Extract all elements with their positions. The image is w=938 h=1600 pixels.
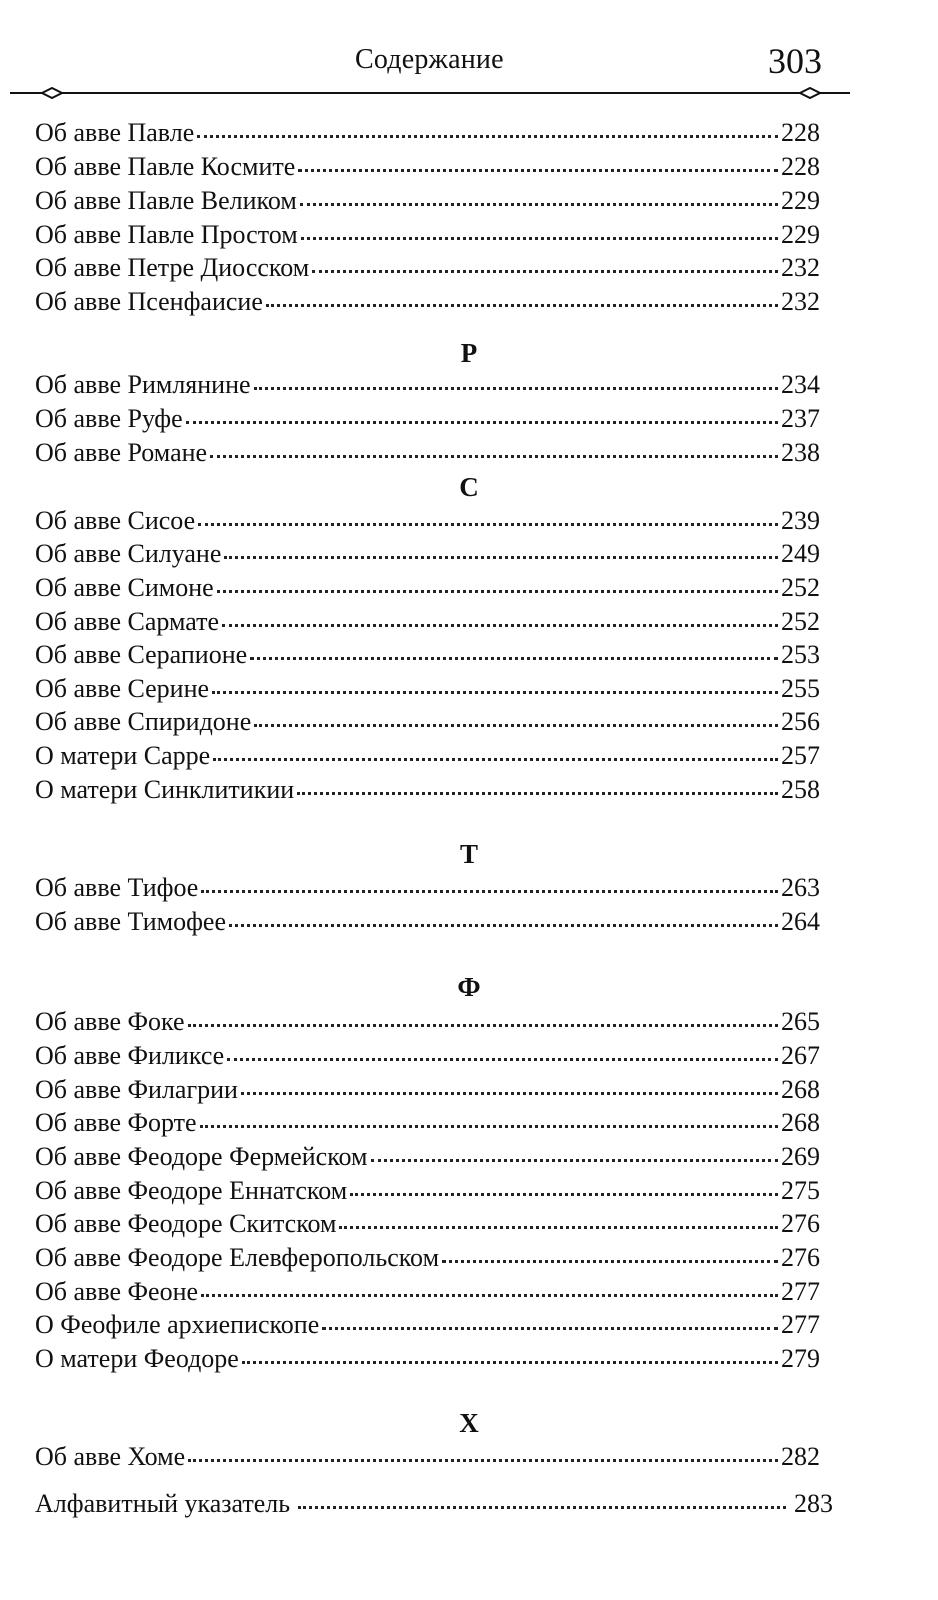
- dot-leader: [371, 1158, 779, 1162]
- dot-leader: [339, 1225, 778, 1229]
- toc-entry-page: 267: [781, 1041, 820, 1070]
- dot-leader: [217, 589, 778, 593]
- toc-entry-title: Об авве Сисое: [35, 506, 196, 535]
- dot-leader: [224, 555, 778, 559]
- toc-entry: [35, 739, 820, 773]
- dot-leader: [229, 923, 778, 927]
- toc-entry: [35, 1241, 820, 1275]
- toc-entry: [35, 537, 820, 571]
- toc-entry-title: Об авве Хоме: [35, 1442, 186, 1471]
- dot-leader: [301, 236, 778, 240]
- toc-entry-page: 276: [781, 1243, 820, 1272]
- toc-entry-page: 237: [781, 404, 820, 433]
- toc-entry-title: Об авве Павле Великом: [35, 186, 297, 215]
- toc-entry-title: Об авве Руфе: [35, 404, 183, 433]
- dot-leader: [300, 202, 778, 206]
- toc-entry-title: Об авве Павле: [35, 118, 195, 147]
- dot-leader: [266, 303, 778, 307]
- page-header: [0, 0, 938, 110]
- toc-entry: [35, 1106, 820, 1140]
- toc-entry: [35, 705, 820, 739]
- toc-entry-page: 252: [781, 607, 820, 636]
- toc-entry: [35, 605, 820, 639]
- dot-leader: [201, 889, 778, 893]
- toc-entry-title: О матери Сарре: [35, 741, 211, 770]
- toc-entry-page: 253: [781, 640, 820, 669]
- toc-entry-page: 228: [781, 118, 820, 147]
- toc-entry: [35, 638, 820, 672]
- toc-entry-page: 229: [781, 220, 820, 249]
- dot-leader: [297, 791, 778, 795]
- dot-leader: [222, 623, 778, 627]
- toc-entry-page: 239: [781, 506, 820, 535]
- toc-entry-title: Об авве Тифое: [35, 873, 199, 902]
- dot-leader: [242, 1360, 778, 1364]
- toc-entry-page: 255: [781, 674, 820, 703]
- dot-leader: [201, 1293, 778, 1297]
- toc-entry-title: Об авве Силуане: [35, 539, 222, 568]
- toc-entry-page: 279: [781, 1344, 820, 1373]
- dot-leader: [254, 386, 778, 390]
- toc-entry-title: Об авве Псенфаисие: [35, 287, 263, 316]
- toc-entry-page: 258: [781, 775, 820, 804]
- toc-entry: [35, 773, 820, 807]
- toc-entry: [35, 218, 820, 252]
- toc-entry: [35, 1440, 820, 1474]
- toc-entry-title: Об авве Симоне: [35, 573, 214, 602]
- dot-leader: [298, 168, 778, 172]
- toc-entry: [35, 285, 820, 319]
- toc-entry: [35, 1308, 820, 1342]
- toc-entry: [35, 116, 820, 150]
- toc-entry: [35, 402, 820, 436]
- toc-entry: [35, 1275, 820, 1309]
- dot-leader: [298, 1505, 786, 1509]
- toc-entry-title: Об авве Тимофее: [35, 907, 227, 936]
- toc-entry-title: Об авве Петре Диосском: [35, 253, 310, 282]
- dot-leader: [322, 1326, 778, 1330]
- toc-entry-title: Об авве Феодоре Фермейском: [35, 1142, 368, 1171]
- toc-entry-page: 276: [781, 1209, 820, 1238]
- toc-entry-page: 256: [781, 707, 820, 736]
- toc-entry: [35, 1073, 820, 1107]
- toc-entry-title: О матери Синклитикии: [35, 775, 295, 804]
- dot-leader: [197, 134, 778, 138]
- toc-entry-page: 257: [781, 741, 820, 770]
- toc-entry: [35, 1140, 820, 1174]
- toc-entry: [35, 368, 820, 402]
- toc-entry-page: 228: [781, 152, 820, 181]
- section-letter-heading: Ф: [457, 972, 481, 1002]
- dot-leader: [241, 1091, 778, 1095]
- toc-entry-title: Об авве Феодоре Скитском: [35, 1209, 337, 1238]
- toc-entry-page: 263: [781, 873, 820, 902]
- header-ornamental-rule: [10, 83, 850, 103]
- toc-entry-title: Об авве Римлянине: [35, 370, 251, 399]
- running-title: Содержание: [355, 44, 504, 75]
- toc-entry-title: Об авве Сармате: [35, 607, 220, 636]
- toc-entry-title: Об авве Романе: [35, 438, 208, 467]
- toc-entry-page: 232: [781, 253, 820, 282]
- toc-entry-page: 252: [781, 573, 820, 602]
- toc-entry-page: 232: [781, 287, 820, 316]
- toc-entry-page: 265: [781, 1007, 820, 1036]
- section-letter-heading: Х: [459, 1408, 479, 1438]
- toc-entry-title: Об авве Филиксе: [35, 1041, 225, 1070]
- dot-leader: [254, 723, 778, 727]
- toc-entry-page: 229: [781, 186, 820, 215]
- dot-leader: [227, 1057, 778, 1061]
- toc-entry-page: 269: [781, 1142, 820, 1171]
- toc-entry-page: 268: [781, 1108, 820, 1137]
- toc-entry-page: 282: [781, 1442, 820, 1471]
- alphabetical-index-entry: [35, 1487, 833, 1521]
- toc-entry: [35, 1174, 820, 1208]
- toc-entry-page: 277: [781, 1310, 820, 1339]
- toc-entry: [35, 150, 820, 184]
- dot-leader: [212, 690, 778, 694]
- dot-leader: [213, 757, 778, 761]
- section-letter-heading: Т: [459, 839, 478, 869]
- toc-entry-page: 249: [781, 539, 820, 568]
- toc-entry-page: 234: [781, 370, 820, 399]
- toc-entry-title: Об авве Павле Космите: [35, 152, 296, 181]
- dot-leader: [186, 420, 778, 424]
- page-number: 303: [768, 41, 822, 81]
- dot-leader: [250, 656, 778, 660]
- toc-entry: [35, 184, 820, 218]
- dot-leader: [442, 1259, 778, 1263]
- toc-entry: [35, 1342, 820, 1376]
- index-entry-title: Алфавитный указатель: [35, 1489, 291, 1518]
- toc-entry-title: Об авве Фоке: [35, 1007, 185, 1036]
- toc-entry-title: О матери Феодоре: [35, 1344, 239, 1373]
- dot-leader: [350, 1192, 778, 1196]
- toc-entry-title: Об авве Феодоре Елевферопольском: [35, 1243, 440, 1272]
- toc-entry-title: Об авве Феоне: [35, 1277, 199, 1306]
- section-letter-heading: С: [459, 472, 479, 502]
- dot-leader: [210, 454, 778, 458]
- toc-entry: [35, 672, 820, 706]
- section-letter-heading: Р: [460, 338, 478, 368]
- dot-leader: [200, 1124, 778, 1128]
- toc-entry: [35, 905, 820, 939]
- toc-entry: [35, 504, 820, 538]
- dot-leader: [312, 269, 778, 273]
- toc-entry-title: Об авве Филагрии: [35, 1075, 238, 1104]
- toc-entry-title: Об авве Серине: [35, 674, 210, 703]
- toc-entry-title: Об авве Серапионе: [35, 640, 248, 669]
- toc-entry-title: Об авве Феодоре Еннатском: [35, 1176, 348, 1205]
- toc-entry-title: Об авве Павле Простом: [35, 220, 298, 249]
- toc-entry: [35, 1039, 820, 1073]
- toc-entry: [35, 571, 820, 605]
- toc-entry-page: 264: [781, 907, 820, 936]
- toc-entry: [35, 1005, 820, 1039]
- toc-entry-page: 268: [781, 1075, 820, 1104]
- dot-leader: [198, 522, 778, 526]
- index-entry-page: 283: [794, 1489, 833, 1518]
- dot-leader: [188, 1458, 778, 1462]
- toc-entry: [35, 251, 820, 285]
- toc-entry-page: 238: [781, 438, 820, 467]
- toc-entry: [35, 436, 820, 470]
- toc-entry-page: 275: [781, 1176, 820, 1205]
- toc-entry-title: Об авве Спиридоне: [35, 707, 252, 736]
- toc-entry-title: Об авве Форте: [35, 1108, 197, 1137]
- toc-entry: [35, 1207, 820, 1241]
- toc-entry-page: 277: [781, 1277, 820, 1306]
- toc-entry-title: О Феофиле архиепископе: [35, 1310, 320, 1339]
- dot-leader: [188, 1023, 778, 1027]
- toc-entry: [35, 871, 820, 905]
